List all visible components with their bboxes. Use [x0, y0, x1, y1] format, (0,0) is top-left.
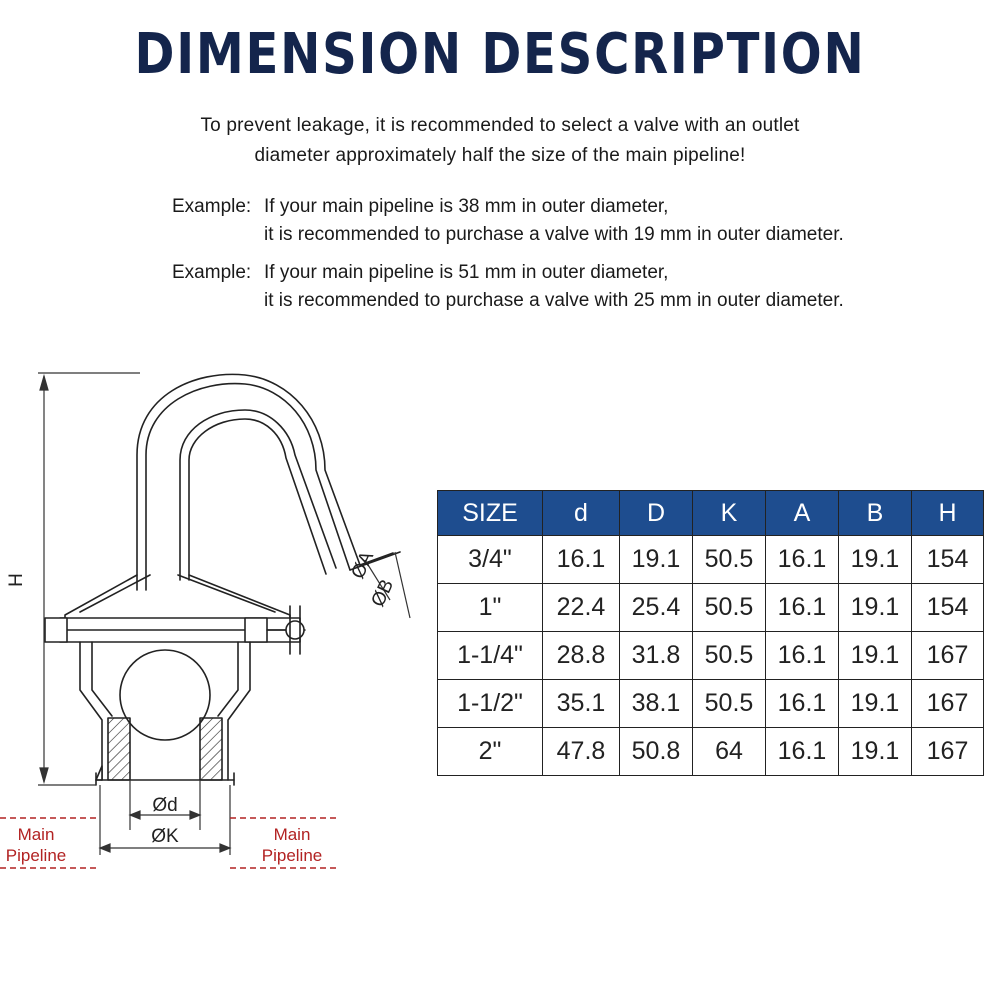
example-text-line-2: it is recommended to purchase a valve with 19 mm in outer diameter. [264, 224, 844, 245]
column-header: D [620, 491, 693, 536]
table-cell: 1-1/4" [438, 632, 543, 680]
table-row [438, 536, 984, 584]
table-cell: 50.5 [693, 536, 766, 584]
table-cell: 154 [912, 584, 984, 632]
table-cell: 16.1 [766, 632, 839, 680]
valve-drawing [0, 360, 430, 880]
column-header: H [912, 491, 984, 536]
table-cell: 50.5 [693, 584, 766, 632]
table-cell: 47.8 [543, 728, 620, 776]
table-cell: 31.8 [620, 632, 693, 680]
table-cell: 19.1 [839, 680, 912, 728]
intro-line-2: diameter approximately half the size of the main pipeline! [254, 145, 746, 166]
table-cell: 2" [438, 728, 543, 776]
column-header: K [693, 491, 766, 536]
table-cell: 167 [912, 728, 984, 776]
main-pipeline-right-label: Main [273, 825, 311, 844]
example-text-line-1: If your main pipeline is 51 mm in outer diameter, [264, 262, 669, 283]
example-text-line-2: it is recommended to purchase a valve with 25 mm in outer diameter. [264, 290, 844, 311]
main-pipeline-left-label: Pipeline [5, 846, 67, 865]
column-header: d [543, 491, 620, 536]
table-cell: 22.4 [543, 584, 620, 632]
inner-diameter-label: Ød [152, 795, 178, 816]
table-row [438, 632, 984, 680]
main-pipeline-right-label: Pipeline [261, 846, 323, 865]
table-row [438, 728, 984, 776]
table-cell: 19.1 [620, 536, 693, 584]
column-header: SIZE [438, 491, 543, 536]
page-title: DIMENSION DESCRIPTION [134, 22, 866, 87]
example-label: Example: [172, 196, 252, 217]
table-cell: 154 [912, 536, 984, 584]
dimension-table [437, 490, 984, 776]
table-cell: 19.1 [839, 632, 912, 680]
table-cell: 16.1 [543, 536, 620, 584]
table-row [438, 584, 984, 632]
table-cell: 38.1 [620, 680, 693, 728]
table-cell: 16.1 [766, 728, 839, 776]
height-label: H [6, 573, 27, 587]
outlet-inner-label: ØA [347, 548, 379, 583]
main-pipeline-left-label: Main [17, 825, 55, 844]
table-cell: 16.1 [766, 680, 839, 728]
table-row [438, 680, 984, 728]
example-label: Example: [172, 262, 252, 283]
table-cell: 19.1 [839, 728, 912, 776]
table-cell: 19.1 [839, 584, 912, 632]
table-cell: 16.1 [766, 584, 839, 632]
table-cell: 25.4 [620, 584, 693, 632]
intro-line-1: To prevent leakage, it is recommended to select a valve with an outlet [200, 115, 800, 136]
table-cell: 64 [693, 728, 766, 776]
flange-diameter-label: ØK [151, 826, 179, 847]
table-header-row [438, 491, 984, 536]
table-cell: 1-1/2" [438, 680, 543, 728]
table-cell: 1" [438, 584, 543, 632]
table-cell: 16.1 [766, 536, 839, 584]
column-header: A [766, 491, 839, 536]
outlet-outer-label: ØB [367, 576, 399, 611]
table-cell: 50.8 [620, 728, 693, 776]
example-text-line-1: If your main pipeline is 38 mm in outer diameter, [264, 196, 669, 217]
table-cell: 35.1 [543, 680, 620, 728]
table-cell: 28.8 [543, 632, 620, 680]
table-cell: 19.1 [839, 536, 912, 584]
table-cell: 50.5 [693, 632, 766, 680]
table-cell: 167 [912, 632, 984, 680]
table-cell: 167 [912, 680, 984, 728]
table-cell: 3/4" [438, 536, 543, 584]
table-cell: 50.5 [693, 680, 766, 728]
column-header: B [839, 491, 912, 536]
